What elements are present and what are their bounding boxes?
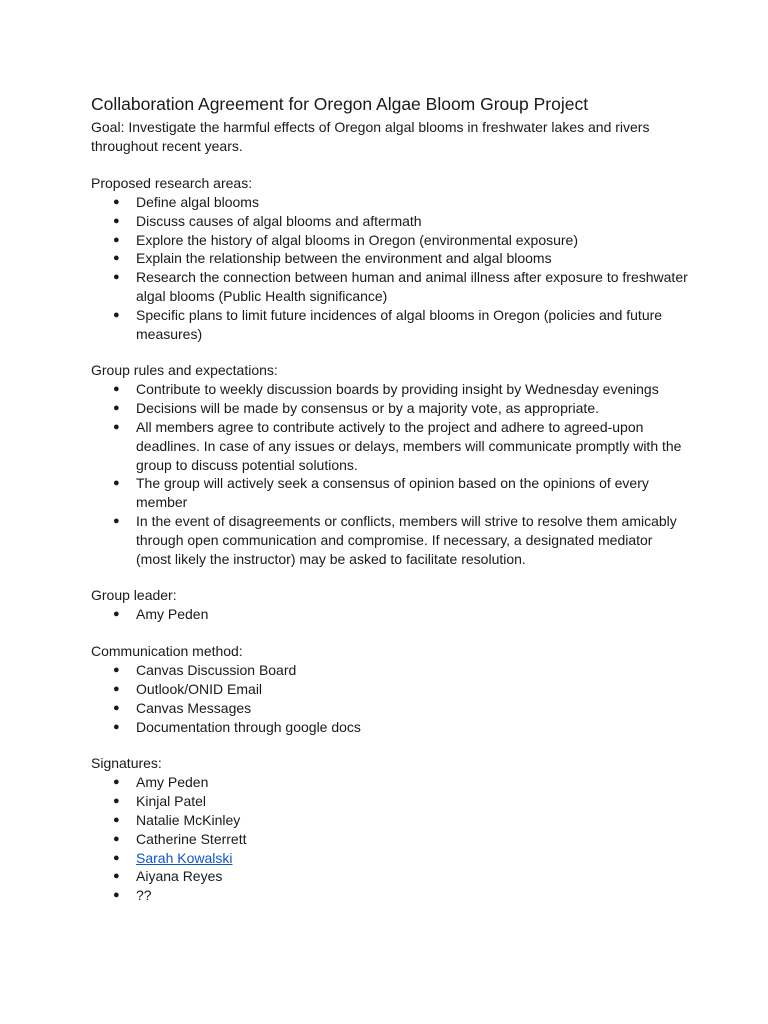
bullet-icon: ● [113,196,120,208]
bullet-icon: ● [113,682,120,695]
bullet-icon: ● [113,664,120,677]
list-item: ● All members agree to contribute actively to the project and adhere to agreed-upon deadlines. In case of any issues or delays, members will communicate promptly with the group to discuss potential solutions. [113,418,682,473]
list-item: ● Specific plans to limit future incidences of algal blooms in Oregon (policies and future measures) [113,306,663,342]
list-item: ● Documentation through google docs [113,718,361,735]
list-item: ● Catherine Sterrett [113,830,247,847]
list-item: ● Research the connection between human and animal illness after exposure to freshwater algal blooms (Public Health significance) [113,269,688,304]
list-item: ● Discuss causes of algal blooms and aftermath [113,212,422,229]
bullet-icon: ● [113,233,120,246]
list-item: ● Natalie McKinley [113,811,241,828]
spacer [91,736,691,754]
leader-list [91,605,691,624]
communication-heading: Communication method: [91,643,243,660]
spacer [91,156,691,174]
research-heading: Proposed research areas: [91,175,253,191]
spacer [91,624,691,642]
list-item: ● Canvas Messages [113,699,252,716]
communication-list [91,661,691,736]
bullet-icon: ● [113,795,120,808]
document-title: Collaboration Agreement for Oregon Algae Bloom Group Project [91,94,589,114]
leader-heading: Group leader: [91,587,177,604]
bullet-icon: ● [113,402,120,415]
bullet-icon: ● [113,252,120,265]
list-item: ● Explore the history of algal blooms in Oregon (environmental exposure) [113,231,579,248]
goal-paragraph: Goal: Investigate the harmful effects of Oregon algal blooms in freshwater lakes and rivers throughout recent years. [91,119,650,154]
list-item: ● Aiyana Reyes [113,868,223,885]
list-item: ● Amy Peden [113,606,209,623]
bullet-icon: ● [113,813,120,826]
list-item [91,849,691,868]
bullet-icon: ● [113,851,120,864]
bullet-icon: ● [113,214,120,227]
bullet-icon: ● [113,477,120,490]
bullet-icon: ● [113,832,120,845]
list-item: ● Outlook/ONID Email [113,680,263,697]
list-item: ● In the event of disagreements or conflicts, members will strive to resolve them amicably through open communication and compromise. If necessary, a designated mediator (most likely the instructor) may be asked to facilitate resolution. [113,512,677,567]
bullet-icon: ● [113,308,120,321]
list-item: ● Decisions will be made by consensus or by a majority vote, as appropriate. [113,400,599,417]
bullet-icon: ● [113,870,120,883]
research-list [91,193,691,343]
spacer [91,568,691,586]
bullet-icon: ● [113,514,120,527]
signatures-list [91,773,691,905]
list-item: ● Canvas Discussion Board [113,662,297,679]
bullet-icon: ● [113,608,120,621]
list-item: ● Define algal blooms [113,194,259,210]
bullet-icon: ● [113,383,120,396]
list-item: ● ?? [113,887,152,904]
bullet-icon: ● [113,720,120,733]
list-item: ● Explain the relationship between the environment and algal blooms [113,250,552,267]
bullet-icon: ● [113,701,120,714]
spacer [91,343,691,361]
list-item: ● Contribute to weekly discussion boards by providing insight by Wednesday evenings [113,381,659,398]
signatures-heading: Signatures: [91,755,162,772]
list-item: ● Amy Peden [113,774,209,791]
bullet-icon: ● [113,776,120,789]
list-item: ● Kinjal Patel [113,793,207,810]
rules-list [91,380,691,568]
list-item: ● The group will actively seek a consensus of opinion based on the opinions of every member [113,475,649,511]
rules-heading: Group rules and expectations: [91,362,278,379]
bullet-icon: ● [113,271,120,284]
bullet-icon: ● [113,420,120,433]
document-page [91,93,691,905]
signature-link-sarah-kowalski[interactable]: Sarah Kowalski [136,849,233,866]
bullet-icon: ● [113,889,120,902]
